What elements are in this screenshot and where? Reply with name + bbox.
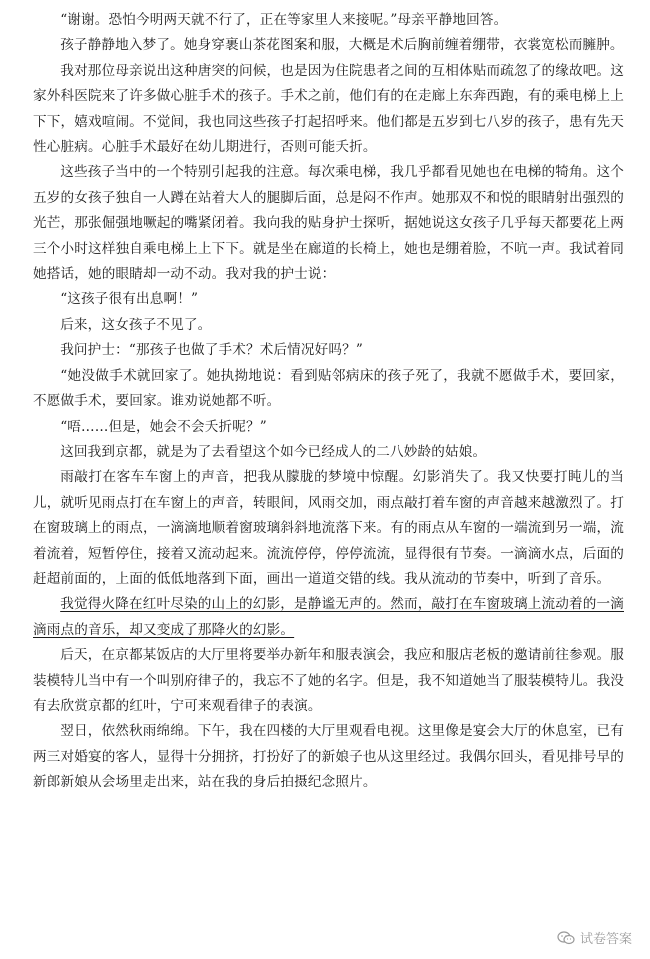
paragraph-6: 后来，这女孩子不见了。 [60,316,212,333]
paragraph-13: 后天，在京都某饭店的大厅里将要举办新年和服表演会，我应和服店老板的邀请前往参观。服装模特儿当中有一个叫别府律子的，我忘不了她的名字。但是，我不知道她当了服装模特儿。我没有去欣赏京都的红叶，宁可来观看律子的表演。 [33,647,624,714]
paragraph-2: 孩子静静地入梦了。她身穿裹山茶花图案和服，大概是术后胸前缠着绷带，衣裳宽松而臃肿。 [60,37,624,54]
paragraph-10: 这回我到京都，就是为了去看望这个如今已经成人的二八妙龄的姑娘。 [60,443,487,460]
wechat-icon [557,931,575,945]
paragraph-12-underlined [33,592,624,643]
underlined-text: 我觉得火降在红叶尽染的山上的幻影，是静谧无声的。然而，敲打在车窗玻璃上流动着的一滴滴雨点的音乐，却又变成了那降火的幻影。 [33,596,624,638]
watermark-text: 试卷答案 [579,932,632,947]
paragraph-11: 雨敲打在客车车窗上的声音，把我从朦胧的梦境中惊醒。幻影消失了。我又快要打盹儿的当儿，就听见雨点打在车窗上的声音，转眼间，风雨交加，雨点敲打着车窗的声音越来越激烈了。打在窗玻璃上的雨点，一滴滴地顺着窗玻璃斜斜地流落下来。有的雨点从车窗的一端流到另一端，流着流着，短暂停住，接着又流动起来。流流停停，停停流流，显得很有节奏。一滴滴水点，后面的赶超前面的，上面的低低地落到下面，画出一道道交错的线。我从流动的节奏中，听到了音乐。 [33,469,624,587]
paragraph-5: “这孩子很有出息啊！” [60,291,199,308]
paragraph-14: 翌日，依然秋雨绵绵。下午，我在四楼的大厅里观看电视。这里像是宴会大厅的休息室，已有两三对婚宴的客人，显得十分拥挤，打扮好了的新娘子也从这里经过。我偶尔回头，看见排号早的新郎新娘从会场里走出来，站在我的身后拍摄纪念照片。 [33,723,624,791]
watermark [557,928,632,947]
paragraph-7: 我问护士：“那孩子也做了手术？术后情况好吗？” [60,342,364,359]
paragraph-8: “她没做手术就回家了。她执拗地说：看到贴邻病床的孩子死了，我就不愿做手术，要回家，不愿做手术，要回家。谁劝说她都不听。 [33,367,624,410]
paragraph-9: “唔……但是，她会不会夭折呢？” [60,418,267,435]
paragraph-1: “谢谢。恐怕今明两天就不行了，正在等家里人来接呢。”母亲平静地回答。 [60,12,508,28]
paragraph-4: 这些孩子当中的一个特别引起我的注意。每次乘电梯，我几乎都看见她也在电梯的犄角。这个五岁的女孩子独自一人蹲在站着大人的腿脚后面，总是闷不作声。她那双不和悦的眼睛射出强烈的光芒，那张倔强地噘起的嘴紧闭着。我向我的贴身护士探听，据她说这女孩子几乎每天都要花上两三个小时这样独自乘电梯上上下下。就是坐在廊道的长椅上，她也是绷着脸，不吭一声。我试着同她搭话，她的眼睛却一动不动。我对我的护士说： [33,164,624,283]
paragraph-3: 我对那位母亲说出这种唐突的问候，也是因为住院患者之间的互相体贴而疏忽了的缘故吧。这家外科医院来了许多做心脏手术的孩子。手术之前，他们有的在走廊上东奔西跑，有的乘电梯上上下下，嬉戏喧闹。不觉间，我也同这些孩子打起招呼来。他们都是五岁到七八岁的孩子，患有先天性心脏病。心脏手术最好在幼儿期进行，否则可能夭折。 [33,62,624,156]
